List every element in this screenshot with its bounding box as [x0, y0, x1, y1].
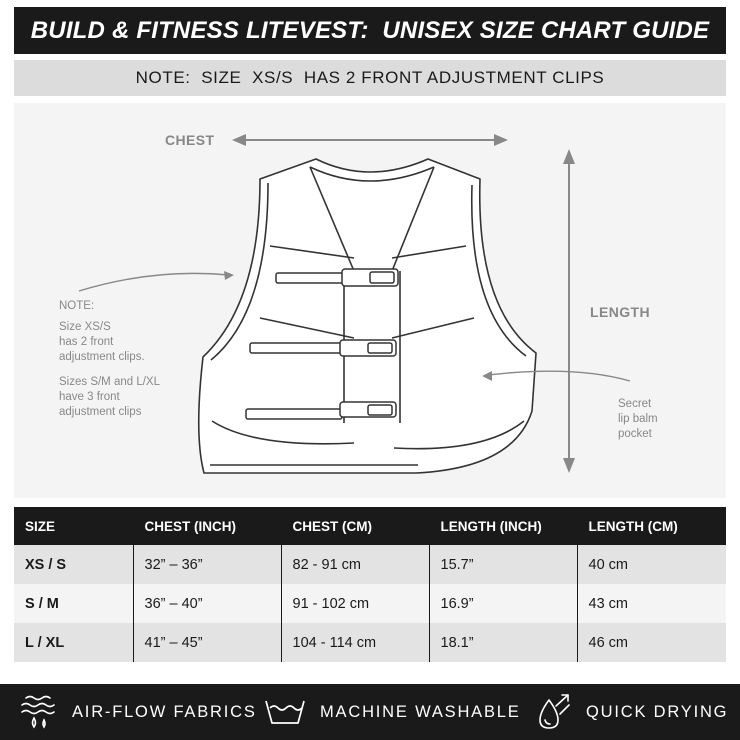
table-cell: 46 cm [577, 623, 726, 662]
table-cell: 18.1” [429, 623, 577, 662]
length-arrow [563, 149, 575, 473]
features-footer [0, 684, 740, 740]
table-cell: 15.7” [429, 545, 577, 584]
pocket-note-line: Secret [618, 398, 652, 410]
feature-air-flow [20, 684, 257, 740]
feature-quick-drying [536, 684, 728, 740]
table-cell: 104 - 114 cm [281, 623, 429, 662]
table-row [14, 545, 726, 584]
feature-label: AIR-FLOW FABRICS [72, 702, 257, 721]
table-cell: 43 cm [577, 584, 726, 623]
feature-machine-washable [264, 684, 521, 740]
feature-label: MACHINE WASHABLE [320, 702, 521, 721]
column-header: SIZE [14, 507, 133, 545]
column-header: LENGTH (INCH) [429, 507, 577, 545]
table-header-row [14, 507, 726, 545]
chest-label: CHEST [165, 132, 215, 148]
table-cell: XS / S [14, 545, 133, 584]
feature-label: QUICK DRYING [586, 702, 729, 721]
table-row [14, 584, 726, 623]
vest-diagram [14, 103, 726, 498]
pocket-note [618, 397, 658, 442]
chest-arrow [232, 134, 508, 146]
clips-note-line: Size XS/S [59, 321, 111, 333]
table-cell: 36” – 40” [133, 584, 281, 623]
clips-note-line: NOTE: [59, 300, 95, 312]
clips-note-line: Sizes S/M and L/XL [59, 376, 160, 388]
washing-tub-icon [264, 697, 306, 727]
vest-outline [199, 159, 536, 473]
air-flow-icon [20, 692, 58, 732]
clips-note-spacer [59, 365, 160, 375]
table-cell: 82 - 91 cm [281, 545, 429, 584]
table-cell: 16.9” [429, 584, 577, 623]
clips-note-line: have 3 front [59, 391, 120, 403]
page-title: BUILD & FITNESS LITEVEST: UNISEX SIZE CHART GUIDE [30, 16, 710, 44]
column-header: CHEST (CM) [281, 507, 429, 545]
column-header: CHEST (INCH) [133, 507, 281, 545]
pocket-note-line: pocket [618, 428, 652, 440]
column-header: LENGTH (CM) [577, 507, 726, 545]
size-table [14, 507, 726, 662]
note-text: NOTE: SIZE XS/S HAS 2 FRONT ADJUSTMENT CLIPS [135, 68, 605, 87]
table-cell: L / XL [14, 623, 133, 662]
table-cell: 41” – 45” [133, 623, 281, 662]
clips-note-line: has 2 front [59, 336, 114, 348]
clips-note-line: adjustment clips. [59, 351, 145, 363]
clips-note [59, 299, 160, 420]
quick-dry-icon [536, 692, 572, 732]
table-cell: S / M [14, 584, 133, 623]
clips-note-line: adjustment clips [59, 406, 142, 418]
table-cell: 40 cm [577, 545, 726, 584]
length-label: LENGTH [590, 304, 650, 320]
table-row [14, 623, 726, 662]
pocket-note-line: lip balm [618, 413, 658, 425]
table-cell: 91 - 102 cm [281, 584, 429, 623]
title-banner [14, 7, 726, 54]
table-cell: 32” – 36” [133, 545, 281, 584]
note-banner [14, 60, 726, 96]
